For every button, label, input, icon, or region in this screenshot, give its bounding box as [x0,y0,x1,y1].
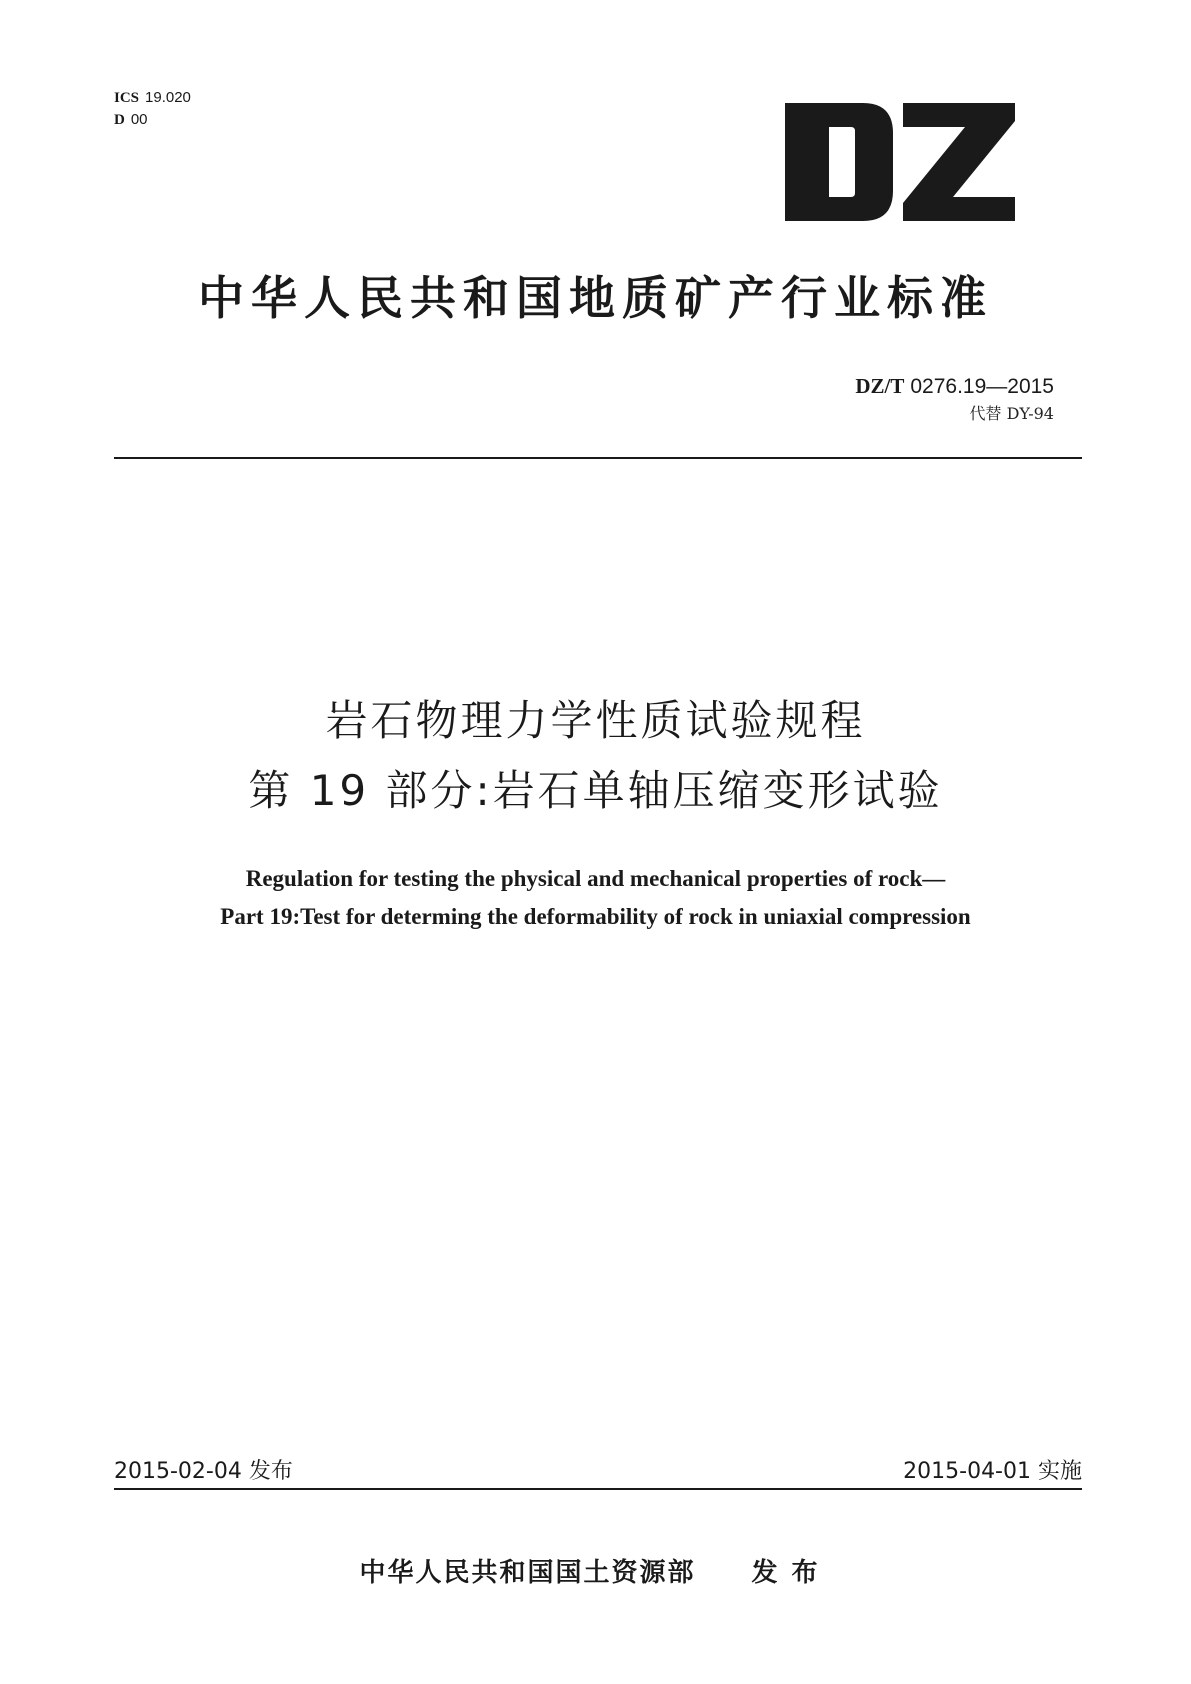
standard-category-title: 中华人民共和国地质矿产行业标准 [198,271,993,325]
bottom-divider [114,1488,1082,1490]
ics-code [114,88,191,108]
chinese-title-line-1: 岩石物理力学性质试验规程 [325,696,866,745]
implementation-date: 2015-04-01 实施 [903,1459,1082,1484]
english-title-line-2: Part 19:Test for determing the deformability of rock in uniaxial compression [220,904,971,929]
ccs-code [114,110,148,130]
standard-number-value: 0276.19—2015 [910,375,1054,398]
issue-date: 2015-02-04 发布 [114,1459,293,1484]
publisher-name: 中华人民共和国国土资源部 [359,1558,696,1588]
publisher [0,1552,1191,1589]
standard-number [855,373,1054,400]
ics-label: ICS [114,90,140,106]
ccs-label: D [114,112,125,128]
english-title-line-1: Regulation for testing the physical and mechanical properties of rock— [245,866,946,891]
dz-logo [785,103,1015,221]
standard-number-prefix: DZ/T [855,374,905,398]
publisher-action: 发布 [751,1558,832,1588]
chinese-title-line-2: 第 19 部分:岩石单轴压缩变形试验 [248,766,943,815]
replaces-note: 代替 DY-94 [969,404,1054,423]
dz-logo-mark [785,103,1015,221]
top-divider [114,457,1082,459]
ccs-value: 00 [130,111,148,128]
ics-value: 19.020 [145,89,191,106]
